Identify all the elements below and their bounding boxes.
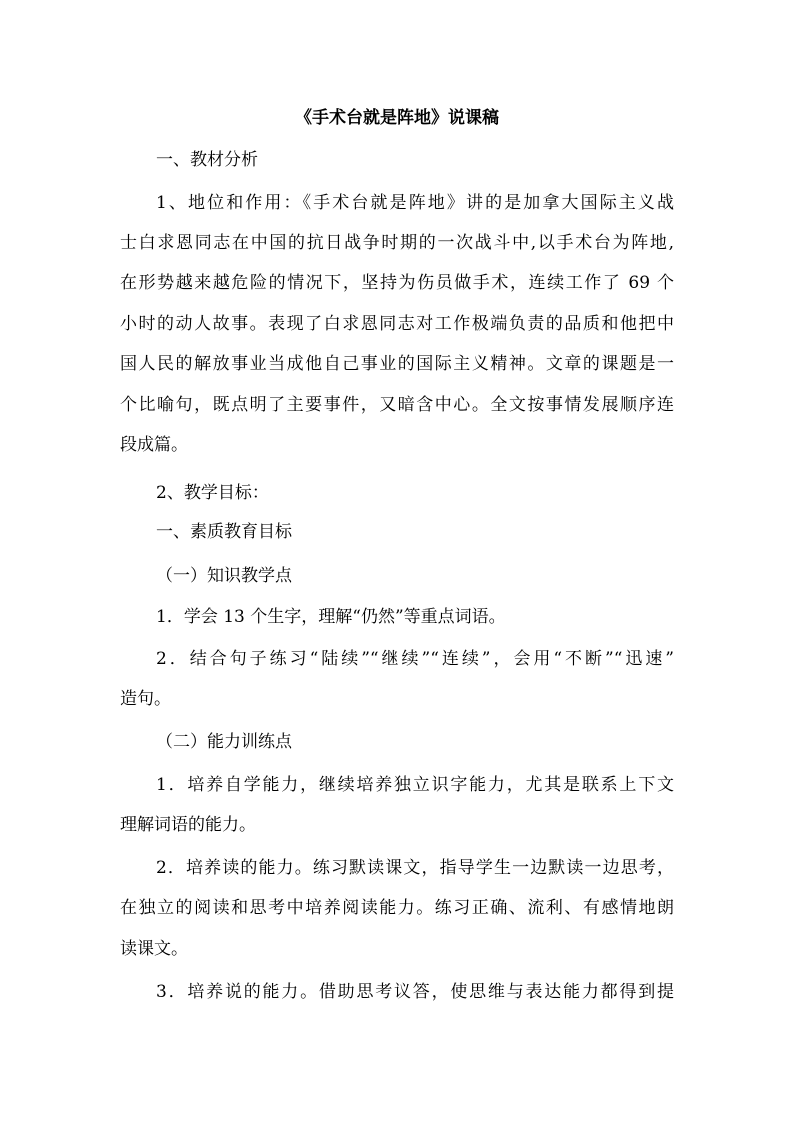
ability-item-3-line-1: 3．培养说的能力。借助思考议答，使思维与表达能力都得到提 bbox=[156, 982, 674, 1002]
document-title: 《手术台就是阵地》说课稿 bbox=[295, 108, 499, 128]
section-heading-textbook-analysis: 一、教材分析 bbox=[156, 150, 258, 170]
paragraph-role-line-7: 段成篇。 bbox=[120, 435, 188, 455]
paragraph-role-line-6: 个比喻句，既点明了主要事件，又暗含中心。全文按事情发展顺序连 bbox=[120, 395, 674, 415]
ability-item-1-line-1: 1．培养自学能力，继续培养独立识字能力，尤其是联系上下文 bbox=[156, 775, 674, 795]
ability-item-2-line-3: 读课文。 bbox=[120, 939, 188, 959]
heading-quality-education-goals: 一、素质教育目标 bbox=[156, 522, 292, 542]
heading-teaching-goals: 2、教学目标： bbox=[156, 483, 269, 503]
knowledge-item-1: 1．学会 13 个生字，理解“仍然”等重点词语。 bbox=[156, 607, 506, 627]
paragraph-role-line-2: 士白求恩同志在中国的抗日战争时期的一次战斗中,以手术台为阵地, bbox=[120, 233, 674, 253]
ability-item-1-line-2: 理解词语的能力。 bbox=[120, 815, 256, 835]
paragraph-role-line-5: 国人民的解放事业当成他自己事业的国际主义精神。文章的课题是一 bbox=[120, 354, 674, 374]
ability-item-2-line-1: 2．培养读的能力。练习默读课文，指导学生一边默读一边思考， bbox=[156, 858, 674, 878]
paragraph-role-line-4: 小时的动人故事。表现了白求恩同志对工作极端负责的品质和他把中 bbox=[120, 314, 674, 334]
heading-knowledge-points: （一）知识教学点 bbox=[156, 566, 292, 586]
paragraph-role-line-3: 在形势越来越危险的情况下，坚持为伤员做手术，连续工作了 69 个 bbox=[120, 273, 674, 293]
knowledge-item-2-line-1: 2．结合句子练习“陆续”“继续”“连续”，会用“不断”“迅速” bbox=[156, 649, 674, 669]
knowledge-item-2-line-2: 造句。 bbox=[120, 689, 171, 709]
paragraph-role-line-1: 1、地位和作用：《手术台就是阵地》讲的是加拿大国际主义战 bbox=[156, 193, 674, 213]
heading-ability-points: （二）能力训练点 bbox=[156, 732, 292, 752]
ability-item-2-line-2: 在独立的阅读和思考中培养阅读能力。练习正确、流利、有感情地朗 bbox=[120, 898, 674, 918]
